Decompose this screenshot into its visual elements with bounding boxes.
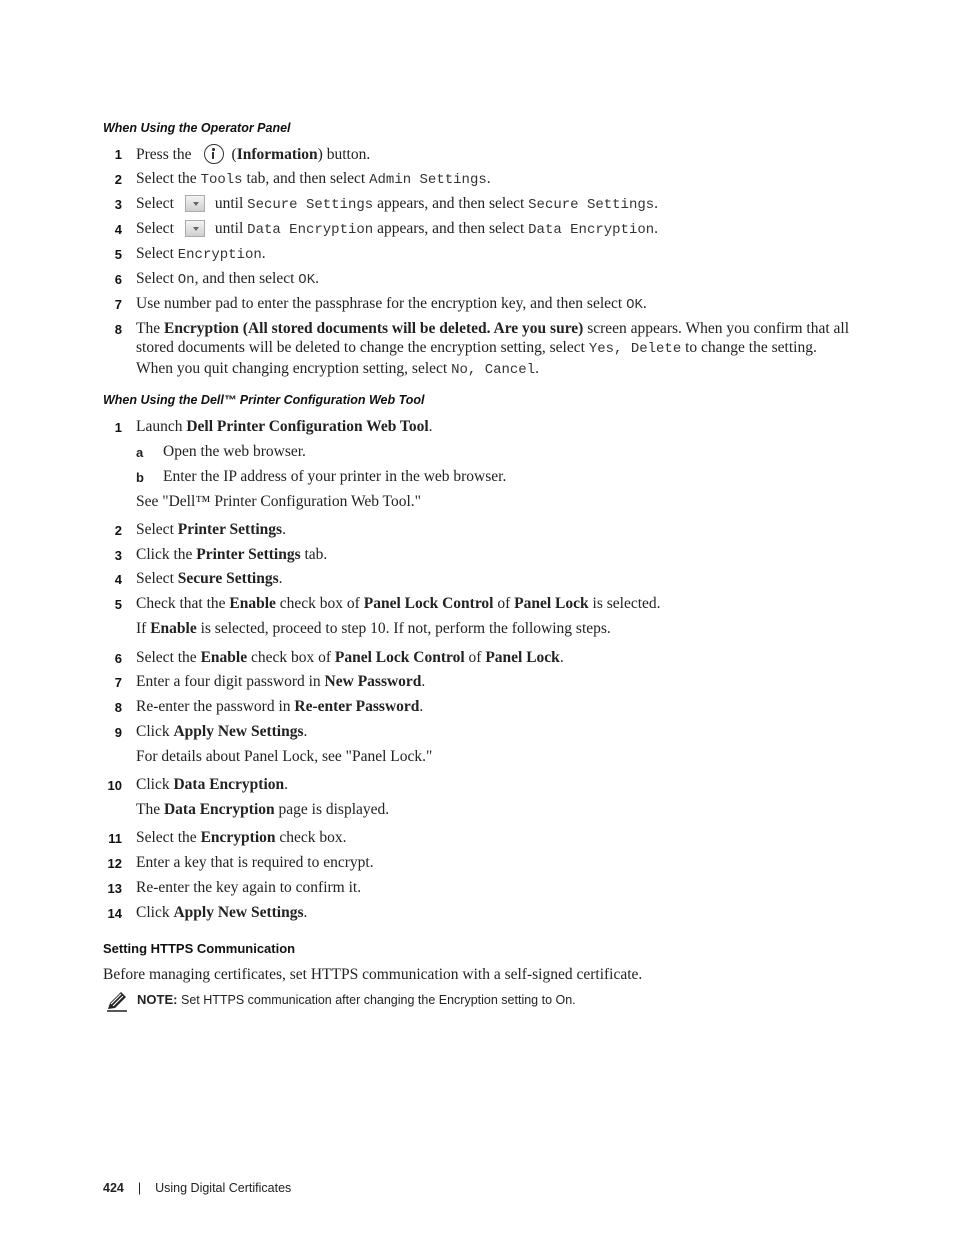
step-text: Select until Secure Settings appears, and then select Secure Settings. [136, 195, 659, 213]
step-text: Select the Tools tab, and then select Admin Settings. [136, 170, 491, 188]
information-button-icon [204, 144, 224, 164]
section-heading-operator-panel: When Using the Operator Panel [103, 121, 291, 135]
step-number: 9 [114, 725, 122, 740]
step-text: Select the Enable check box of Panel Lock Control of Panel Lock. [136, 649, 564, 666]
step-text: Launch Dell Printer Configuration Web Tool. [136, 418, 433, 435]
step-text: Use number pad to enter the passphrase for the encryption key, and then select OK. [136, 295, 647, 313]
step-number: 5 [114, 597, 122, 612]
note-text: Set HTTPS communication after changing the Encryption setting to On. [181, 993, 576, 1007]
web-step-1-note: See "Dell™ Printer Configuration Web Tool." [136, 493, 421, 510]
pencil-note-icon [105, 990, 129, 1015]
web-step-5-note: If Enable is selected, proceed to step 10. If not, perform the following steps. [136, 620, 611, 637]
step-number: 8 [114, 700, 122, 715]
step-text: Select the Encryption check box. [136, 829, 347, 846]
down-arrow-button-icon [185, 195, 205, 212]
substep-text: Enter the IP address of your printer in the web browser. [163, 468, 507, 485]
section-heading-web-tool: When Using the Dell™ Printer Configuration Web Tool [103, 393, 425, 407]
step-text: The Encryption (All stored documents will be deleted. Are you sure) screen appears. When you confirm that all stored documents will be deleted to change the encryption setting, select Yes, Delete to change the setting. When you quit changing encryption setting, select No, Cancel. [136, 320, 850, 378]
step-number: 7 [114, 297, 122, 312]
step-number: 1 [114, 147, 122, 162]
substep-text: Open the web browser. [163, 443, 306, 460]
web-step-10-note: The Data Encryption page is displayed. [136, 801, 390, 818]
step-number: 12 [107, 856, 122, 871]
chapter-title: Using Digital Certificates [155, 1181, 292, 1195]
step-text: Click Data Encryption. [136, 776, 289, 793]
substep-letter: b [136, 470, 144, 485]
step-number: 11 [108, 831, 122, 846]
step-number: 1 [114, 420, 122, 435]
step-text: Click Apply New Settings. [136, 723, 308, 740]
step-number: 10 [107, 778, 122, 793]
step-text: Press the (Information) button. [136, 146, 371, 163]
footer-separator: | [137, 1181, 142, 1195]
step-number: 14 [107, 906, 122, 921]
step-text: Select On, and then select OK. [136, 270, 319, 288]
step-text: Select Secure Settings. [136, 570, 283, 587]
step-number: 7 [114, 675, 122, 690]
step-number: 4 [114, 572, 122, 587]
step-number: 6 [114, 651, 122, 666]
step-number: 6 [114, 272, 122, 287]
web-step-9-note: For details about Panel Lock, see "Panel Lock." [136, 748, 433, 765]
step-text: Select until Data Encryption appears, and then select Data Encryption. [136, 220, 659, 238]
down-arrow-button-icon [185, 220, 205, 237]
step-text: Click the Printer Settings tab. [136, 546, 328, 563]
substep-letter: a [136, 445, 144, 460]
step-text: Select Encryption. [136, 245, 266, 263]
step-text: Enter a four digit password in New Password. [136, 673, 426, 690]
https-body-text: Before managing certificates, set HTTPS communication with a self-signed certificate. [103, 966, 643, 983]
section-heading-https: Setting HTTPS Communication [103, 941, 296, 956]
step-text: Enter a key that is required to encrypt. [136, 854, 374, 871]
page-number: 424 [103, 1181, 124, 1195]
note-label: NOTE: [137, 992, 178, 1007]
step-text: Select Printer Settings. [136, 521, 286, 538]
step-number: 2 [114, 172, 122, 187]
step-number: 2 [114, 523, 122, 538]
step-text: Re-enter the key again to confirm it. [136, 879, 362, 896]
step-number: 8 [114, 322, 122, 337]
step-number: 3 [114, 197, 122, 212]
step-text: Click Apply New Settings. [136, 904, 308, 921]
step-number: 3 [114, 548, 122, 563]
step-number: 5 [114, 247, 122, 262]
step-number: 4 [114, 222, 122, 237]
step-text: Re-enter the password in Re-enter Password. [136, 698, 424, 715]
step-number: 13 [107, 881, 122, 896]
step-text: Check that the Enable check box of Panel Lock Control of Panel Lock is selected. [136, 595, 661, 612]
page-footer [103, 1181, 291, 1195]
